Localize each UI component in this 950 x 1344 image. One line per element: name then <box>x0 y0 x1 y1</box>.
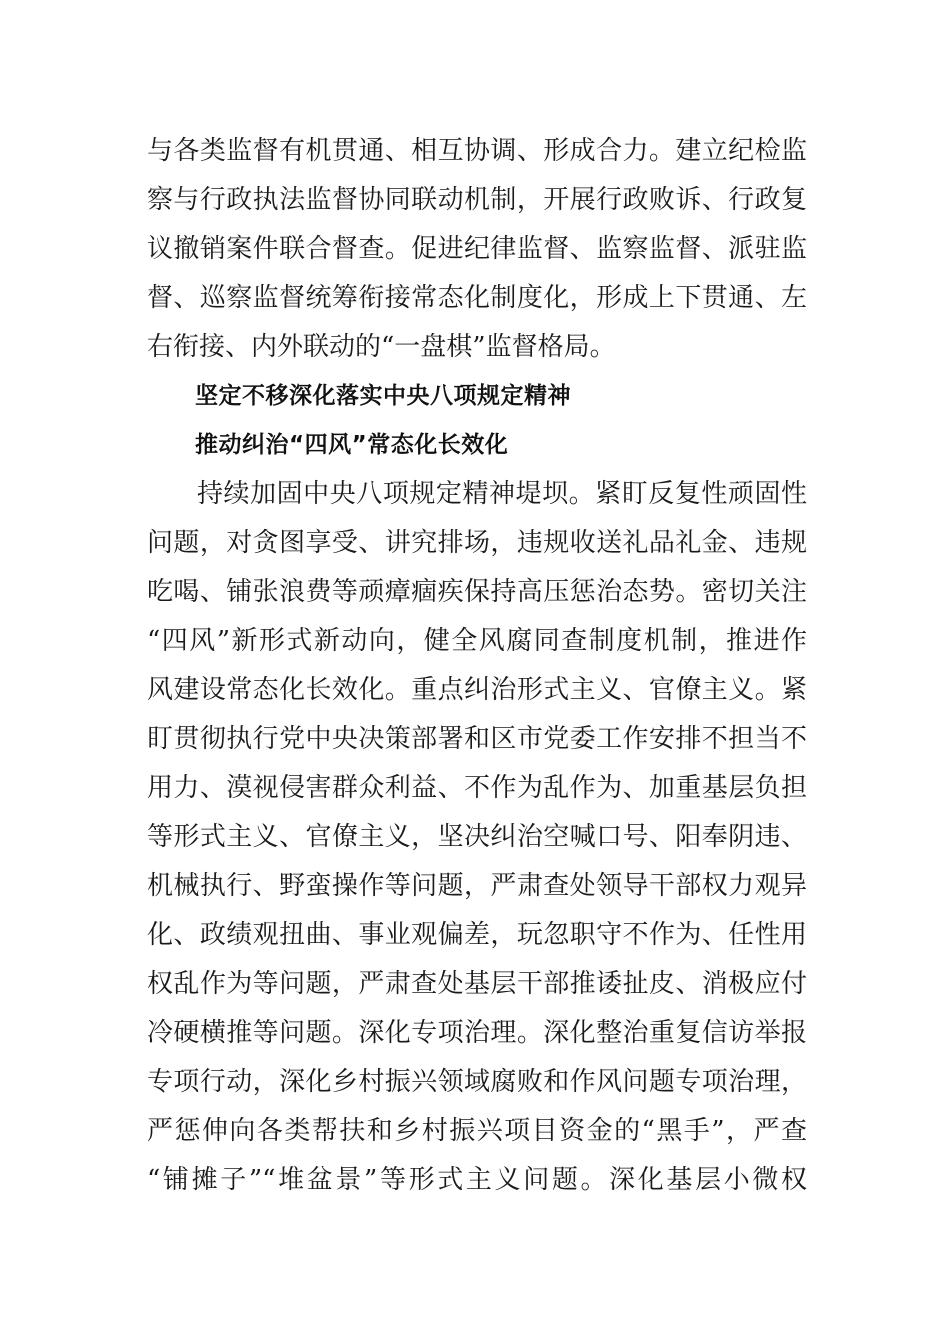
text-line: “四风”新形式新动向，健全风腐同查制度机制，推进作 <box>147 626 807 656</box>
text-line: 与各类监督有机贯通、相互协调、形成合力。建立纪检监 <box>147 136 807 166</box>
text-line: 权乱作为等问题，严肃查处基层干部推诿扯皮、消极应付 <box>147 969 807 999</box>
text-line: 持续加固中央八项规定精神堤坝。紧盯反复性顽固性 <box>197 479 807 509</box>
text-line: 右衔接、内外联动的“一盘棋”监督格局。 <box>147 332 616 362</box>
paragraph-continuation <box>147 127 807 372</box>
document-body <box>147 127 807 1205</box>
text-line: 察与行政执法监督协同联动机制，开展行政败诉、行政复 <box>147 185 807 215</box>
paragraph-body <box>147 470 807 1205</box>
text-line: 用力、漠视侵害群众利益、不作为乱作为、加重基层负担 <box>147 773 807 803</box>
section-heading <box>147 372 807 470</box>
text-line: 严惩伸向各类帮扶和乡村振兴项目资金的“黑手”，严查 <box>147 1116 807 1146</box>
text-line: 机械执行、野蛮操作等问题，严肃查处领导干部权力观异 <box>147 871 807 901</box>
section-heading-line-1: 坚定不移深化落实中央八项规定精神 <box>195 383 571 409</box>
text-line: 冷硬横推等问题。深化专项治理。深化整治重复信访举报 <box>147 1018 807 1048</box>
text-line: “铺摊子”“堆盆景”等形式主义问题。深化基层小微权 <box>147 1165 807 1195</box>
text-line: 问题，对贪图享受、讲究排场，违规收送礼品礼金、违规 <box>147 528 807 558</box>
text-line: 风建设常态化长效化。重点纠治形式主义、官僚主义。紧 <box>147 675 807 705</box>
text-line: 盯贯彻执行党中央决策部署和区市党委工作安排不担当不 <box>147 724 807 754</box>
text-line: 专项行动，深化乡村振兴领域腐败和作风问题专项治理， <box>147 1067 807 1097</box>
section-heading-line-2: 推动纠治“四风”常态化长效化 <box>195 432 509 458</box>
text-line: 等形式主义、官僚主义，坚决纠治空喊口号、阳奉阴违、 <box>147 822 807 852</box>
text-line: 吃喝、铺张浪费等顽瘴痼疾保持高压惩治态势。密切关注 <box>147 577 807 607</box>
text-line: 化、政绩观扭曲、事业观偏差，玩忽职守不作为、任性用 <box>147 920 807 950</box>
text-line: 督、巡察监督统筹衔接常态化制度化，形成上下贯通、左 <box>147 283 807 313</box>
text-line: 议撤销案件联合督查。促进纪律监督、监察监督、派驻监 <box>147 234 807 264</box>
